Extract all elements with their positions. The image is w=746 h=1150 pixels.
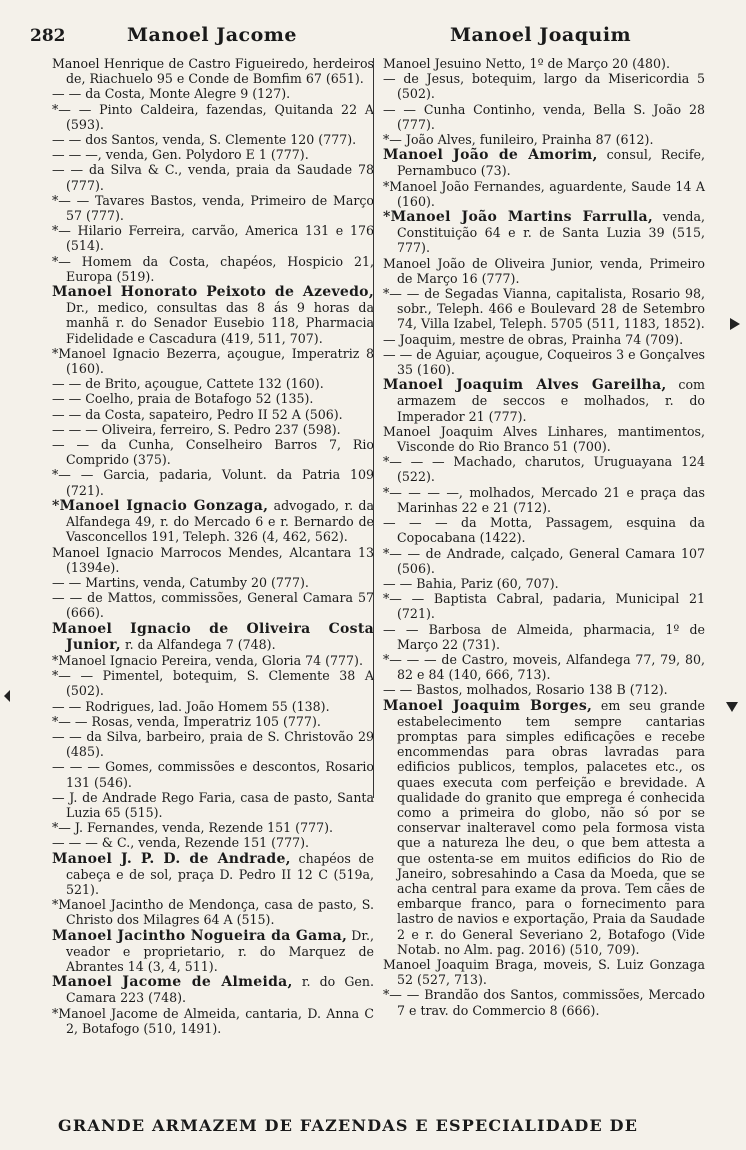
- directory-entry: [383, 987, 705, 1017]
- directory-entry: [52, 284, 374, 346]
- directory-entry: [52, 346, 374, 376]
- entry-text: *— — Tavares Bastos, venda, Primeiro de Março 57 (777).: [52, 192, 374, 224]
- entry-text: *— — Rosas, venda, Imperatriz 105 (777).: [52, 713, 321, 729]
- margin-arrow-icon: [730, 318, 740, 330]
- directory-entry: [383, 102, 705, 132]
- entry-name: Manoel João de Amorim,: [383, 147, 598, 164]
- entry-text: — J. de Andrade Rego Faria, casa de pasto, Santa Luzia 65 (515).: [52, 789, 374, 820]
- entry-text: — — Coelho, praia de Botafogo 52 (135).: [52, 391, 314, 407]
- directory-entry: [52, 575, 374, 590]
- column-divider: [373, 58, 374, 798]
- entry-text: — — Bahia, Pariz (60, 707).: [383, 575, 559, 591]
- directory-entry: [52, 498, 374, 545]
- directory-entry: [52, 467, 374, 497]
- entry-text: Manoel Joaquim Alves Linhares, mantimentos, Visconde do Rio Branco 51 (700).: [383, 423, 705, 455]
- directory-entry: [52, 974, 374, 1005]
- left-column: [52, 56, 374, 1036]
- directory-entry: [52, 653, 374, 668]
- entry-text: *— Homem da Costa, chapéos, Hospicio 21, Europa (519).: [52, 253, 374, 284]
- directory-entry: [52, 897, 374, 927]
- directory-entry: [52, 820, 374, 835]
- directory-entry: [52, 590, 374, 620]
- entry-text: em seu grande estabelecimento tem sempre cantarias promptas para simples edificações e recebe encommendas para obras lavradas para edificios publicos, templos, palacetes etc., os quaes executa com perfeição e brevidade. A qualidade do granito que emprega é conhecida como a primeira do globo, não só por se conservar inalteravel como pela formosa vista que a natureza lhe deu, o que bem attesta a que ostenta-se em muitos edificios do Rio de Janeiro, sobresahindo a Casa da Moeda, que se acha central para exame da prova. Tem cães de embarque franco, para o fornecimento para lastro de navios e exportação, Praia da Saudade 2 e r. do General Severiano 2, Botafogo (Vide Notab. no Alm. pag. 2016) (510, 709).: [397, 697, 705, 957]
- directory-entry: [52, 437, 374, 467]
- directory-entry: [383, 56, 705, 71]
- entry-text: — — Bastos, molhados, Rosario 138 B (712).: [383, 682, 668, 698]
- entry-text: advogado, r. da Alfandega 49, r. do Mercado 6 e r. Bernardo de Vasconcellos 191, Teleph. 326 (4, 462, 562).: [66, 497, 374, 545]
- right-running-head: Manoel Joaquim: [450, 24, 632, 46]
- directory-entry: [52, 223, 374, 253]
- right-column: [383, 56, 705, 1018]
- entry-text: *— — Brandão dos Santos, commissões, Mercado 7 e trav. do Commercio 8 (666).: [383, 987, 705, 1018]
- entry-text: — — dos Santos, venda, S. Clemente 120 (777).: [52, 132, 357, 148]
- entry-text: — — — Oliveira, ferreiro, S. Pedro 237 (598).: [52, 421, 341, 437]
- entry-text: — — Barbosa de Almeida, pharmacia, 1º de Março 22 (731).: [383, 621, 705, 652]
- entry-text: *— Hilario Ferreira, carvão, America 131 e 176 (514).: [52, 223, 374, 254]
- directory-entry: [52, 376, 374, 391]
- directory-entry: [383, 957, 705, 987]
- directory-entry: [383, 286, 705, 332]
- directory-entry: [383, 652, 705, 682]
- directory-entry: [383, 209, 705, 256]
- entry-text: — — da Costa, sapateiro, Pedro II 52 A (506).: [52, 406, 343, 422]
- entry-text: Dr., veador e proprietario, r. do Marquez de Abrantes 14 (3, 4, 511).: [66, 927, 374, 974]
- directory-entry: [383, 377, 705, 424]
- entry-text: — — — Gomes, commissões e descontos, Rosario 131 (546).: [52, 759, 374, 790]
- directory-entry: [52, 699, 374, 714]
- entry-text: *— João Alves, funileiro, Prainha 87 (612).: [383, 132, 654, 148]
- entry-text: Manoel Jesuino Netto, 1º de Março 20 (480).: [383, 56, 670, 71]
- entry-name: *Manoel Ignacio Gonzaga,: [52, 497, 269, 514]
- entry-name: Manoel J. P. D. de Andrade,: [52, 850, 291, 867]
- entry-text: — — de Mattos, commissões, General Camara 57 (666).: [52, 590, 374, 621]
- entry-text: chapéos de cabeça e de sol, praça D. Pedro II 12 C (519a, 521).: [66, 850, 374, 897]
- directory-entry: [52, 545, 374, 575]
- entry-text: — — de Aguiar, açougue, Coqueiros 3 e Gonçalves 35 (160).: [383, 346, 705, 378]
- entry-text: — — da Silva & C., venda, praia da Saudade 78 (777).: [52, 162, 374, 193]
- entry-text: *Manoel Ignacio Pereira, venda, Gloria 74 (777).: [52, 652, 363, 668]
- directory-entry: [52, 790, 374, 820]
- directory-entry: [52, 102, 374, 132]
- page-header: [30, 22, 720, 52]
- directory-entry: [383, 622, 705, 652]
- entry-text: — — de Brito, açougue, Cattete 132 (160).: [52, 376, 324, 392]
- directory-entry: [383, 332, 705, 347]
- directory-entry: [383, 179, 705, 209]
- entry-text: — de Jesus, botequim, largo da Misericordia 5 (502).: [383, 71, 705, 102]
- entry-name: Manoel Joaquim Borges,: [383, 697, 593, 714]
- directory-entry: [383, 454, 705, 484]
- directory-entry: [52, 759, 374, 789]
- entry-text: com armazem de seccos e molhados, r. do Imperador 21 (777).: [397, 377, 705, 424]
- margin-tick-icon: [4, 690, 10, 702]
- directory-entry: [383, 132, 705, 147]
- directory-entry: [52, 714, 374, 729]
- entry-text: Dr., medico, consultas das 8 ás 9 horas da manhã r. do Senador Eusebio 118, Pharmacia Fidelidade e Cascadura (419, 511, 707).: [66, 300, 374, 346]
- directory-entry: [52, 851, 374, 898]
- directory-entry: [383, 424, 705, 454]
- directory-entry: [52, 56, 374, 86]
- directory-entry: [52, 1006, 374, 1036]
- directory-entry: [52, 193, 374, 223]
- directory-entry: [383, 546, 705, 576]
- entry-text: Manoel Joaquim Braga, moveis, S. Luiz Gonzaga 52 (527, 713).: [383, 956, 705, 988]
- entry-text: Manoel João de Oliveira Junior, venda, Primeiro de Março 16 (777).: [383, 255, 705, 286]
- entry-text: *— — — de Castro, moveis, Alfandega 77, 79, 80, 82 e 84 (140, 666, 713).: [383, 651, 705, 683]
- directory-entry: [383, 485, 705, 515]
- directory-entry: [52, 422, 374, 437]
- entry-text: *Manoel Ignacio Bezerra, açougue, Imperatriz 8 (160).: [52, 345, 374, 377]
- directory-entry: [52, 621, 374, 653]
- entry-text: *— — Garcia, padaria, Volunt. da Patria 109 (721).: [52, 467, 374, 498]
- entry-text: — Joaquim, mestre de obras, Prainha 74 (709).: [383, 331, 684, 347]
- entry-name: Manoel Ignacio de Oliveira Costa Junior,: [52, 620, 374, 653]
- directory-entry: [383, 576, 705, 591]
- entry-text: *— — Pimentel, botequim, S. Clemente 38 A (502).: [52, 668, 374, 699]
- entry-text: — — — & C., venda, Rezende 151 (777).: [52, 835, 310, 851]
- entry-text: r. do Gen. Camara 223 (748).: [66, 974, 374, 1006]
- entry-text: Manoel Ignacio Marrocos Mendes, Alcantara 13 (1394e).: [52, 544, 374, 575]
- directory-entry: [52, 254, 374, 284]
- directory-entry: [52, 147, 374, 162]
- directory-entry: [52, 668, 374, 698]
- directory-entry: [52, 86, 374, 101]
- directory-entry: [52, 132, 374, 147]
- directory-entry: [52, 729, 374, 759]
- directory-entry: [383, 256, 705, 286]
- entry-text: *Manoel João Fernandes, aguardente, Saude 14 A (160).: [383, 178, 705, 209]
- entry-text: *— J. Fernandes, venda, Rezende 151 (777).: [52, 820, 334, 836]
- entry-text: *Manoel Jacintho de Mendonça, casa de pasto, S. Christo dos Milagres 64 A (515).: [52, 897, 374, 928]
- entry-text: — — da Cunha, Conselheiro Barros 7, Rio Comprido (375).: [52, 437, 374, 468]
- entry-text: — — da Costa, Monte Alegre 9 (127).: [52, 86, 291, 102]
- entry-text: consul, Recife, Pernambuco (73).: [397, 147, 705, 179]
- directory-entry: [383, 347, 705, 377]
- entry-text: *— — Pinto Caldeira, fazendas, Quitanda 22 A (593).: [52, 101, 374, 132]
- entry-text: — — Martins, venda, Catumby 20 (777).: [52, 574, 309, 590]
- entry-name: Manoel Jacintho Nogueira da Gama,: [52, 927, 348, 944]
- directory-entry: [52, 391, 374, 406]
- entry-name: Manoel Honorato Peixoto de Azevedo,: [52, 284, 374, 301]
- entry-text: — — —, venda, Gen. Polydoro E 1 (777).: [52, 147, 309, 163]
- directory-entry: [52, 928, 374, 975]
- directory-entry: [383, 147, 705, 178]
- directory-entry: [383, 698, 705, 957]
- directory-entry: [52, 162, 374, 192]
- entry-text: — — Rodrigues, lad. João Homem 55 (138).: [52, 698, 330, 714]
- entry-text: — — da Silva, barbeiro, praia de S. Christovão 29 (485).: [52, 728, 374, 760]
- entry-text: Manoel Henrique de Castro Figueiredo, herdeiros de, Riachuelo 95 e Conde de Bomfim 67 (651).: [52, 56, 374, 87]
- directory-entry: [383, 682, 705, 697]
- directory-entry: [52, 835, 374, 850]
- margin-down-arrow-icon: [726, 702, 738, 712]
- entry-text: — — — da Motta, Passagem, esquina da Copocabana (1422).: [383, 515, 705, 546]
- directory-entry: [383, 591, 705, 621]
- entry-name: *Manoel João Martins Farrulla,: [383, 209, 654, 226]
- entry-name: Manoel Jacome de Almeida,: [52, 974, 293, 991]
- left-running-head: Manoel Jacome: [127, 24, 297, 46]
- entry-text: *— — de Andrade, calçado, General Camara 107 (506).: [383, 545, 705, 576]
- footer-banner: GRANDE ARMAZEM DE FAZENDAS E ESPECIALIDADE DE: [58, 1116, 639, 1135]
- page-number: 282: [30, 26, 66, 46]
- entry-text: venda, Constituição 64 e r. de Santa Luzia 39 (515, 777).: [397, 209, 705, 256]
- directory-entry: [383, 515, 705, 545]
- directory-entry: [383, 71, 705, 101]
- entry-name: Manoel Joaquim Alves Gareilha,: [383, 377, 667, 394]
- entry-text: r. da Alfandega 7 (748).: [120, 636, 276, 652]
- entry-text: *— — de Segadas Vianna, capitalista, Rosario 98, sobr., Teleph. 466 e Boulevard 28 de Setembro 74, Villa Izabel, Teleph. 5705 (511, 1183, 1852).: [383, 286, 705, 332]
- entry-text: *Manoel Jacome de Almeida, cantaria, D. Anna C 2, Botafogo (510, 1491).: [52, 1005, 374, 1036]
- directory-entry: [52, 407, 374, 422]
- entry-text: *— — Baptista Cabral, padaria, Municipal 21 (721).: [383, 591, 705, 622]
- entry-text: — — Cunha Continho, venda, Bella S. João 28 (777).: [383, 101, 705, 132]
- entry-text: *— — — Machado, charutos, Uruguayana 124 (522).: [383, 454, 705, 485]
- entry-text: *— — — —, molhados, Mercado 21 e praça das Marinhas 22 e 21 (712).: [383, 484, 705, 515]
